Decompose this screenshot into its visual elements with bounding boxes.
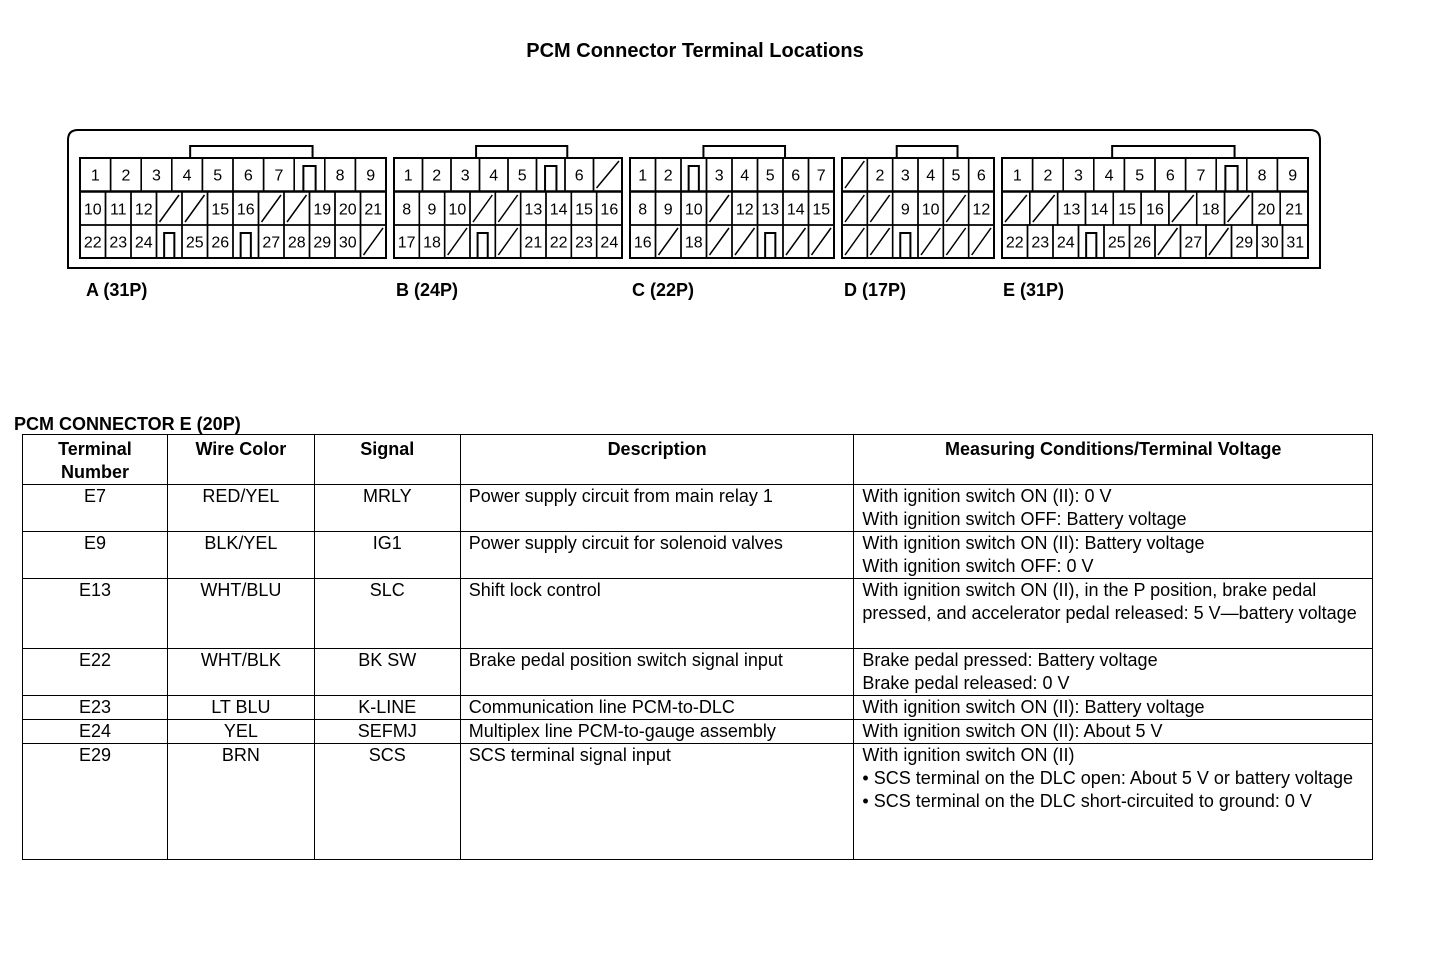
wire-color-cell: LT BLU — [167, 696, 314, 720]
unused-terminal-slash — [845, 195, 864, 222]
signal-cell: BK SW — [314, 649, 460, 696]
terminal-number: 8 — [638, 201, 648, 219]
terminal-number: 2 — [875, 167, 885, 185]
terminal-number: 6 — [976, 167, 986, 185]
condition-bullet: • SCS terminal on the DLC short-circuited to ground: 0 V — [862, 791, 1312, 811]
wire-color-cell: YEL — [167, 720, 314, 744]
terminal-number: 13 — [1062, 201, 1081, 219]
unused-terminal-slash — [812, 228, 832, 255]
terminal-cell — [893, 225, 918, 258]
terminal-number: 5 — [213, 167, 223, 185]
terminal-number: 9 — [900, 201, 910, 219]
terminal-number: 19 — [313, 201, 332, 219]
terminal-number: 3 — [900, 167, 910, 185]
terminal-number: 8 — [1257, 167, 1267, 185]
table-row — [23, 532, 1373, 579]
terminal-number: 1 — [90, 167, 100, 185]
terminal-number: 21 — [364, 201, 383, 219]
unused-terminal-slash — [262, 195, 282, 222]
description-cell: Power supply circuit from main relay 1 — [460, 485, 854, 532]
header-terminal-number: Terminal Number — [23, 435, 168, 485]
connector-b-label: B (24P) — [396, 280, 459, 300]
conditions-cell — [854, 532, 1373, 579]
terminal-number: 9 — [427, 201, 437, 219]
signal-cell: SEFMJ — [314, 720, 460, 744]
condition-line: With ignition switch OFF: 0 V — [862, 556, 1094, 576]
unused-terminal-slash — [735, 228, 755, 255]
terminal-number: 13 — [761, 201, 780, 219]
terminal-number: 2 — [1043, 167, 1053, 185]
unused-terminal-slash — [287, 195, 307, 222]
terminal-number: 6 — [243, 167, 253, 185]
terminal-number: 22 — [1005, 234, 1024, 252]
condition-line: With ignition switch ON (II): Battery voltage — [862, 697, 1205, 717]
unused-terminal-slash — [845, 228, 864, 255]
terminal-number: 4 — [740, 167, 750, 185]
unused-terminal-slash — [185, 195, 205, 222]
terminal-cell — [157, 225, 183, 258]
keying-notch — [1225, 166, 1237, 191]
connector-e-label: E (31P) — [1003, 280, 1065, 300]
terminal-number: 1 — [403, 167, 413, 185]
terminal-number: 21 — [1285, 201, 1303, 219]
terminal-number: 10 — [448, 201, 467, 219]
description-cell: Communication line PCM-to-DLC — [460, 696, 854, 720]
signal-cell: MRLY — [314, 485, 460, 532]
connector-c-label: C (22P) — [632, 280, 695, 300]
header-description: Description — [460, 435, 854, 485]
wire-color-cell: BLK/YEL — [167, 532, 314, 579]
terminal-cell — [470, 225, 495, 258]
terminal-cell — [1079, 225, 1105, 258]
terminal-number: 6 — [1165, 167, 1175, 185]
keying-notch — [545, 166, 556, 191]
connector-latch — [190, 146, 312, 158]
unused-terminal-slash — [160, 195, 180, 222]
terminal-cell — [681, 158, 707, 191]
terminal-number: 8 — [335, 167, 345, 185]
keying-notch — [1086, 233, 1096, 258]
conditions-cell — [854, 485, 1373, 532]
terminal-number: 9 — [366, 167, 376, 185]
terminal-number: 13 — [524, 201, 543, 219]
terminal-number: 15 — [211, 201, 230, 219]
terminal-number: 3 — [152, 167, 161, 185]
keying-notch — [241, 233, 251, 258]
terminal-number: 16 — [600, 201, 619, 219]
terminal-number: 7 — [816, 167, 826, 185]
terminal-number: 2 — [432, 167, 442, 185]
table-row — [23, 485, 1373, 532]
terminal-number: 29 — [1235, 234, 1254, 252]
condition-line: With ignition switch OFF: Battery voltage — [862, 509, 1187, 529]
unused-terminal-slash — [448, 228, 467, 255]
condition-line: With ignition switch ON (II): About 5 V — [862, 721, 1163, 741]
description-cell: Power supply circuit for solenoid valves — [460, 532, 854, 579]
keying-notch — [478, 233, 488, 258]
terminal-number: 18 — [1201, 201, 1220, 219]
table-title: PCM CONNECTOR E (20P) — [14, 414, 241, 434]
signal-cell: IG1 — [314, 532, 460, 579]
unused-terminal-slash — [1158, 228, 1178, 255]
terminal-number: 15 — [1118, 201, 1137, 219]
terminal-number: 23 — [109, 234, 128, 252]
terminal-number: 22 — [83, 234, 102, 252]
terminal-number: 12 — [972, 201, 991, 219]
terminal-cell: E24 — [23, 720, 168, 744]
connector-latch — [703, 146, 785, 158]
unused-terminal-slash — [921, 228, 940, 255]
terminal-number: 10 — [921, 201, 940, 219]
terminal-number: 14 — [549, 201, 568, 219]
unused-terminal-slash — [710, 195, 730, 222]
terminal-number: 16 — [236, 201, 255, 219]
unused-terminal-slash — [1033, 195, 1055, 222]
terminal-number: 16 — [1146, 201, 1164, 219]
description-cell: SCS terminal signal input — [460, 744, 854, 860]
unused-terminal-slash — [870, 195, 889, 222]
table-header-row — [23, 435, 1373, 485]
table-row — [23, 649, 1373, 696]
terminal-number: 7 — [274, 167, 284, 185]
terminal-number: 3 — [1074, 167, 1083, 185]
wire-color-cell: RED/YEL — [167, 485, 314, 532]
header-signal: Signal — [314, 435, 460, 485]
condition-bullet: • SCS terminal on the DLC open: About 5 V or battery voltage — [862, 768, 1353, 788]
terminal-number: 8 — [402, 201, 412, 219]
connector-d-label: D (17P) — [844, 280, 907, 300]
terminal-number: 12 — [735, 201, 754, 219]
condition-line: With ignition switch ON (II) — [862, 745, 1075, 765]
terminal-number: 30 — [1260, 234, 1279, 252]
terminal-number: 22 — [549, 234, 568, 252]
table-row — [23, 579, 1373, 649]
terminal-number: 10 — [684, 201, 703, 219]
connector-latch — [897, 146, 958, 158]
terminal-number: 18 — [684, 234, 703, 252]
terminal-number: 2 — [663, 167, 673, 185]
conditions-cell — [854, 744, 1373, 860]
header-wire-color: Wire Color — [167, 435, 314, 485]
terminal-number: 23 — [575, 234, 593, 252]
terminal-number: 4 — [1104, 167, 1114, 185]
terminal-cell: E7 — [23, 485, 168, 532]
terminal-number: 6 — [791, 167, 801, 185]
condition-line: With ignition switch ON (II), in the P position, brake pedal pressed, and accelerator pedal released: 5 V—battery voltage — [862, 580, 1357, 623]
unused-terminal-slash — [870, 228, 889, 255]
terminal-number: 25 — [185, 234, 204, 252]
condition-line: With ignition switch ON (II): Battery voltage — [862, 533, 1205, 553]
keying-notch — [303, 166, 315, 191]
terminal-cell: E22 — [23, 649, 168, 696]
terminal-table — [22, 434, 1373, 860]
terminal-cell — [537, 158, 566, 191]
terminal-number: 10 — [83, 201, 102, 219]
conditions-cell — [854, 649, 1373, 696]
terminal-number: 5 — [951, 167, 961, 185]
unused-terminal-slash — [364, 228, 384, 255]
condition-line: With ignition switch ON (II): 0 V — [862, 486, 1112, 506]
terminal-number: 9 — [1288, 167, 1298, 185]
connector-a-label: A (31P) — [86, 280, 148, 300]
terminal-number: 17 — [397, 234, 416, 252]
connector-latch — [476, 146, 567, 158]
table-row — [23, 720, 1373, 744]
terminal-number: 24 — [1056, 234, 1075, 252]
unused-terminal-slash — [659, 228, 679, 255]
table-row — [23, 744, 1373, 860]
terminal-number: 4 — [926, 167, 936, 185]
terminal-number: 6 — [574, 167, 584, 185]
terminal-number: 26 — [1133, 234, 1152, 252]
terminal-cell: E23 — [23, 696, 168, 720]
conditions-cell — [854, 720, 1373, 744]
terminal-number: 20 — [1257, 201, 1276, 219]
terminal-number: 15 — [575, 201, 593, 219]
page-title: PCM Connector Terminal Locations — [526, 40, 864, 62]
terminal-cell: E29 — [23, 744, 168, 860]
unused-terminal-slash — [845, 161, 864, 188]
terminal-number: 25 — [1107, 234, 1126, 252]
terminal-number: 21 — [524, 234, 543, 252]
terminal-number: 24 — [134, 234, 153, 252]
terminal-number: 5 — [517, 167, 527, 185]
keying-notch — [900, 233, 910, 258]
unused-terminal-slash — [710, 228, 730, 255]
unused-terminal-slash — [1209, 228, 1229, 255]
description-cell: Multiplex line PCM-to-gauge assembly — [460, 720, 854, 744]
unused-terminal-slash — [597, 161, 620, 188]
unused-terminal-slash — [786, 228, 806, 255]
terminal-number: 26 — [211, 234, 230, 252]
terminal-number: 14 — [1090, 201, 1109, 219]
terminal-number: 5 — [1135, 167, 1145, 185]
connector-diagram — [0, 0, 1456, 320]
terminal-number: 7 — [1196, 167, 1206, 185]
description-cell: Shift lock control — [460, 579, 854, 649]
terminal-number: 9 — [663, 201, 673, 219]
terminal-number: 14 — [786, 201, 805, 219]
keying-notch — [765, 233, 775, 258]
terminal-number: 2 — [121, 167, 131, 185]
wire-color-cell: WHT/BLU — [167, 579, 314, 649]
terminal-cell: E13 — [23, 579, 168, 649]
signal-cell: SLC — [314, 579, 460, 649]
terminal-number: 3 — [714, 167, 724, 185]
description-cell: Brake pedal position switch signal input — [460, 649, 854, 696]
unused-terminal-slash — [498, 195, 517, 222]
signal-cell: SCS — [314, 744, 460, 860]
keying-notch — [689, 166, 699, 191]
terminal-cell — [233, 225, 259, 258]
terminal-number: 3 — [460, 167, 470, 185]
conditions-cell — [854, 579, 1373, 649]
unused-terminal-slash — [946, 195, 965, 222]
terminal-number: 5 — [765, 167, 775, 185]
unused-terminal-slash — [972, 228, 991, 255]
terminal-number: 28 — [287, 234, 306, 252]
terminal-number: 1 — [638, 167, 648, 185]
terminal-number: 30 — [338, 234, 357, 252]
wire-color-cell: BRN — [167, 744, 314, 860]
conditions-cell — [854, 696, 1373, 720]
terminal-number: 24 — [600, 234, 619, 252]
terminal-number: 23 — [1031, 234, 1050, 252]
unused-terminal-slash — [946, 228, 965, 255]
terminal-cell — [758, 225, 784, 258]
wire-color-cell: WHT/BLK — [167, 649, 314, 696]
terminal-number: 12 — [134, 201, 153, 219]
terminal-number: 18 — [423, 234, 441, 252]
header-conditions: Measuring Conditions/Terminal Voltage — [854, 435, 1373, 485]
terminal-number: 11 — [109, 201, 127, 219]
unused-terminal-slash — [1228, 195, 1250, 222]
terminal-cell — [1216, 158, 1247, 191]
terminal-number: 16 — [633, 234, 652, 252]
unused-terminal-slash — [1005, 195, 1027, 222]
unused-terminal-slash — [498, 228, 517, 255]
terminal-number: 31 — [1286, 234, 1305, 252]
table-row — [23, 696, 1373, 720]
unused-terminal-slash — [473, 195, 492, 222]
terminal-number: 27 — [1184, 234, 1203, 252]
terminal-number: 4 — [182, 167, 192, 185]
terminal-number: 20 — [338, 201, 357, 219]
terminal-cell — [294, 158, 325, 191]
terminal-number: 29 — [313, 234, 332, 252]
terminal-number: 1 — [1012, 167, 1022, 185]
condition-line: Brake pedal released: 0 V — [862, 673, 1070, 693]
signal-cell: K-LINE — [314, 696, 460, 720]
terminal-number: 4 — [489, 167, 499, 185]
terminal-number: 15 — [812, 201, 831, 219]
terminal-cell: E9 — [23, 532, 168, 579]
terminal-number: 27 — [262, 234, 281, 252]
unused-terminal-slash — [1172, 195, 1194, 222]
connector-latch — [1112, 146, 1234, 158]
keying-notch — [164, 233, 174, 258]
condition-line: Brake pedal pressed: Battery voltage — [862, 650, 1158, 670]
